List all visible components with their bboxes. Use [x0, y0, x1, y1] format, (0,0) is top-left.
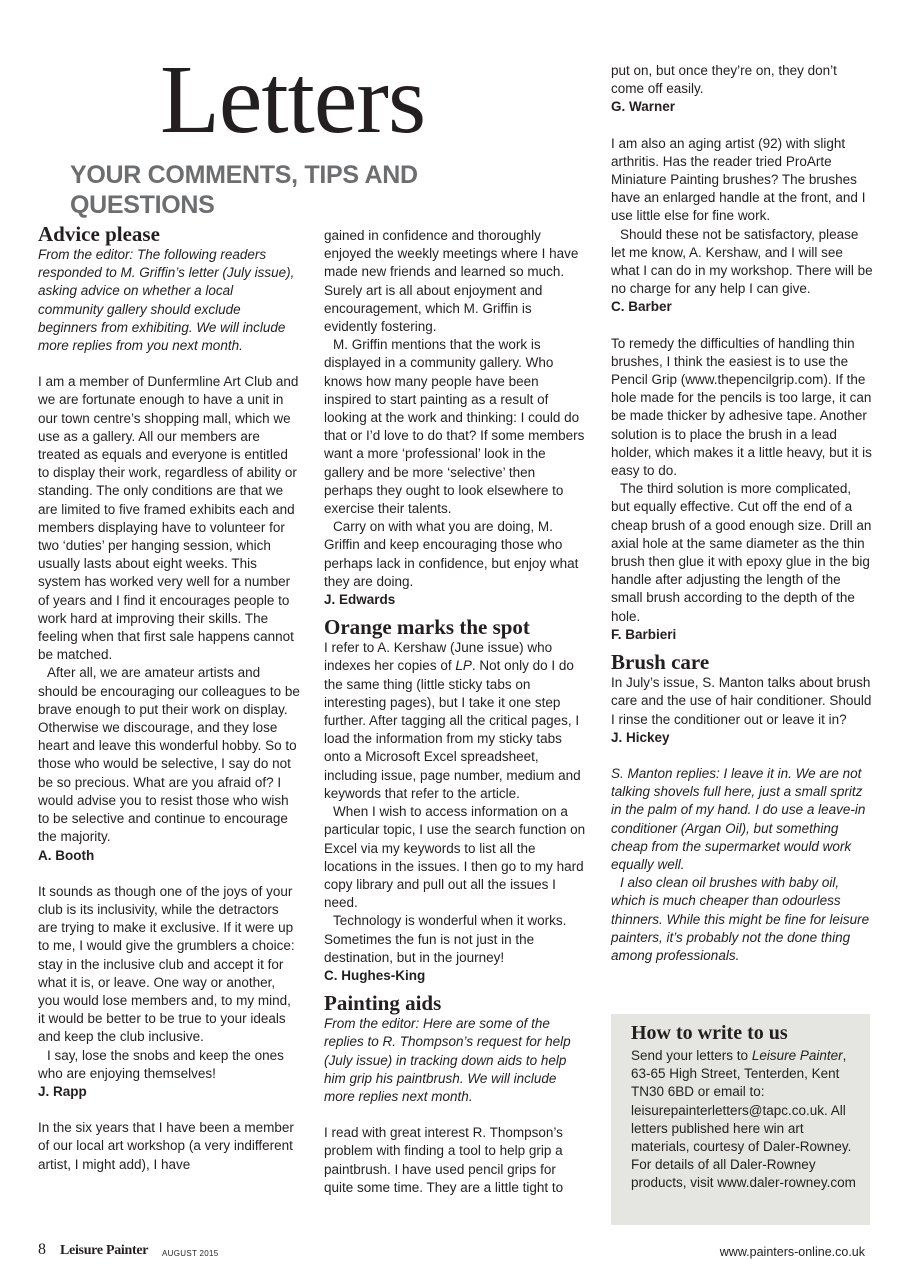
text-span: Send your letters to — [631, 1048, 752, 1063]
signature-booth: A. Booth — [38, 847, 95, 863]
signature-hughes-king: C. Hughes-King — [324, 967, 426, 983]
letter-rapp-p2: I say, lose the snobs and keep the ones who are enjoying themselves! — [38, 1047, 284, 1081]
signature-barber: C. Barber — [611, 299, 672, 315]
column-3 — [611, 62, 873, 965]
letter-barber-p1: I am also an aging artist (92) with slight arthritis. Has the reader tried ProArte Miniature Painting brushes? The brushes have an enlarged handle at the front, and I use little else for fine work. — [611, 135, 866, 224]
boxout-heading: How to write to us — [631, 1022, 788, 1044]
letter-edwards-p2: M. Griffin mentions that the work is displayed in a community gallery. Who knows how many people have been inspired to start painting as a result of looking at the work and thinking: I could do that or I’d love to do that? If some members want a more ‘professional’ look in the gallery and be more ‘selective’ then perhaps they ought to look elsewhere to exercise their talents. — [324, 337, 585, 517]
letter-hughes-king-p2: When I wish to access information on a particular topic, I use the search function on Excel via my keywords to list all the locations in the issues. I then go to my hard copy library and pull out all the issues I need. — [324, 804, 586, 911]
page-number: 8 — [38, 1241, 46, 1258]
letter-barber-p2: Should these not be satisfactory, please let me know, A. Kershaw, and I will see what I can do in my workshop. There will be no charge for any help I can give. — [611, 226, 873, 297]
boxout-text — [631, 1047, 860, 1193]
column-2 — [324, 227, 586, 1197]
website-link[interactable]: www.painters-online.co.uk — [719, 1245, 865, 1259]
letter-barbieri-p1: To remedy the difficulties of handling thin brushes, I think the easiest is to use the Pencil Grip (www.thepencilgrip.com). If the hole made for the pencils is too large, it can be made thicker by adhesive tape. Another solution is to place the brush in a lead holder, which makes it a little heavy, but it is easy to do. — [611, 335, 872, 479]
letter-edwards-p1: In the six years that I have been a member of our local art workshop (a very indifferent artist, I might add), I have — [38, 1120, 294, 1172]
letter-warner-p1-cont: put on, but once they’re on, they don’t come off easily. — [611, 63, 837, 97]
letter-warner-p1: I read with great interest R. Thompson’s problem with finding a tool to help grip a paintbrush. I have used pencil grips for quite some time. They are a little tight to — [324, 1125, 564, 1195]
letter-booth-p2: After all, we are amateur artists and should be encouraging our colleagues to be brave enough to put their work on display. Otherwise we discourage, and they lose heart and leave this wonderful hobby. So to those who would be selective, I say do not be so precious. What are you afraid of? I would advise you to resist those who wish to be selective and continue to encourage the majority. — [38, 665, 300, 845]
letter-hughes-king-p1 — [324, 639, 586, 803]
magazine-name: Leisure Painter — [751, 1048, 843, 1063]
signature-hickey: J. Hickey — [611, 729, 670, 745]
reply-manton-p2: I also clean oil brushes with baby oil, which is much cheaper than odourless thinners. While this might be fine for leisure painters, it’s probably not the done thing among professionals. — [611, 875, 870, 963]
reply-manton-p1: S. Manton replies: I leave it in. We are not talking shovels full here, just a small spritz in the palm of my hand. I do use a leave-in conditioner (Argan Oil), but something cheap from the supermarket would work equally well. — [611, 765, 866, 872]
letter-hickey-p1: In July’s issue, S. Manton talks about brush care and the use of hair conditioner. Should I rinse the conditioner out or leave it in? — [611, 675, 872, 727]
editor-intro-painting-aids: From the editor: Here are some of the replies to R. Thompson’s request for help (July issue) in tracking down aids to help him grip his paintbrush. We will include more replies next month. — [324, 1016, 571, 1104]
magazine-logo: Leisure Painter — [60, 1243, 149, 1258]
magazine-abbrev: LP — [455, 658, 472, 674]
letter-hughes-king-p3: Technology is wonderful when it works. Sometimes the fun is not just in the destination, but in the journey! — [324, 913, 567, 965]
heading-painting-aids: Painting aids — [324, 991, 442, 1016]
issue-date: AUGUST 2015 — [162, 1249, 219, 1258]
text-span: I refer to A. Kershaw (June issue) who indexes her copies of — [324, 640, 553, 674]
text-span: . Not only do I do the same thing (little sticky tabs on interesting pages), but I take it one step further. After tagging all the critical pages, I load the information from my sticky tabs onto a Microsoft Excel spreadsheet, including issue, page number, medium and keywords that refer to the article. — [324, 658, 581, 801]
page-subtitle: YOUR COMMENTS, TIPS AND QUESTIONS — [70, 161, 418, 219]
letter-booth-p1: I am a member of Dunfermline Art Club and we are fortunate enough to have a unit in our town centre’s shopping mall, which we use as a gallery. All our members are treated as equals and everyone is entitled to display their work, regardless of ability or standing. The only conditions are that we are limited to five framed exhibits each and members displaying have to volunteer for two ‘duties’ per hanging session, which usually lasts about eight weeks. This system has worked very well for a number of years and I find it encourages people to work hard at improving their skills. The feeling when that first sale happens cannot be matched. — [38, 374, 299, 663]
signature-barbieri: F. Barbieri — [611, 626, 677, 642]
signature-warner: G. Warner — [611, 99, 676, 115]
letter-edwards-p3: Carry on with what you are doing, M. Griffin and keep encouraging those who perhaps lack in confidence, but enjoy what they are doing. — [324, 519, 579, 589]
letter-barbieri-p2: The third solution is more complicated, but equally effective. Cut off the end of a cheap brush of a good enough size. Drill an axial hole at the same diameter as the thin brush then glue it with epoxy glue in the big handle after adjusting the length of the small brush according to the depth of the hole. — [611, 481, 872, 624]
letter-rapp-p1: It sounds as though one of the joys of your club is its inclusivity, while the detractors are trying to make it exclusive. If it were up to me, I would give the grumblers a choice: stay in the inclusive club and accept it for what it is, or leave. One way or another, you would lose members and, to my mind, it would be better to be true to your ideals and keep the club inclusive. — [38, 883, 295, 1045]
letter-edwards-p1-cont: gained in confidence and thoroughly enjoyed the weekly meetings where I have made new friends and learned so much. Surely art is all about enjoyment and encouragement, which M. Griffin is evidently fostering. — [324, 228, 579, 335]
how-to-write-boxout — [611, 1014, 870, 1225]
page-title: Letters — [160, 46, 426, 154]
heading-brush-care: Brush care — [611, 650, 710, 675]
signature-rapp: J. Rapp — [38, 1083, 87, 1099]
text-span: , 63-65 High Street, Tenterden, Kent TN30 6BD or email to: leisurepainterletters@tapc.co.uk. All letters published here win art materials, courtesy of Daler-Rowney. For details of all Daler-Rowney products, visit www.daler-rowney.com — [631, 1048, 856, 1191]
signature-edwards: J. Edwards — [324, 592, 396, 608]
heading-advice-please: Advice please — [38, 222, 160, 246]
heading-orange-marks-the-spot: Orange marks the spot — [324, 615, 530, 640]
editor-intro-advice: From the editor: The following readers responded to M. Griffin’s letter (July issue), asking advice on whether a local community gallery should exclude beginners from exhibiting. We will include more replies from you next month. — [38, 247, 295, 354]
column-1 — [38, 222, 300, 1174]
